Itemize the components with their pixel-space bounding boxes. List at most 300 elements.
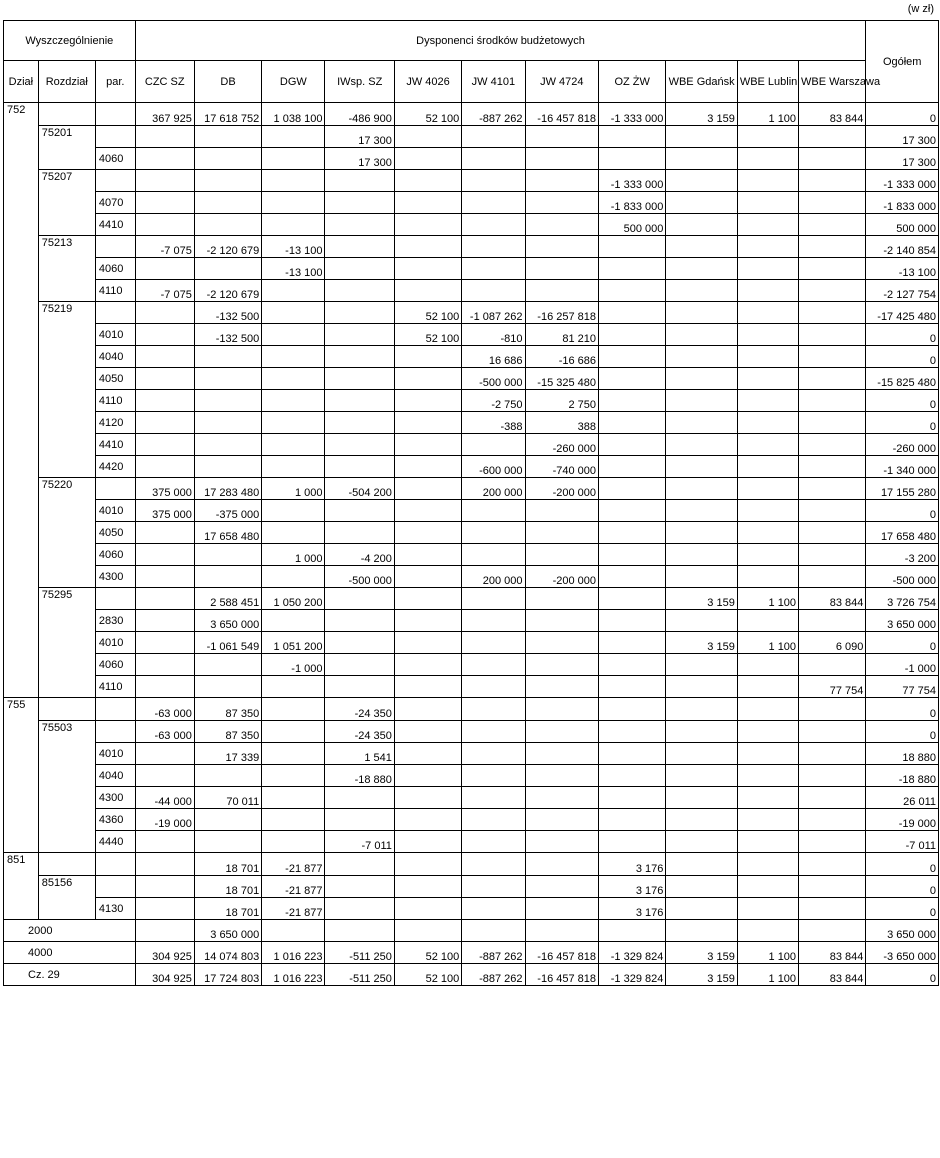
value-cell — [462, 743, 525, 765]
value-cell: 1 050 200 — [262, 588, 325, 610]
table-row — [4, 500, 939, 522]
value-cell — [737, 721, 798, 743]
table-row — [4, 853, 939, 876]
value-cell — [394, 698, 461, 721]
value-cell — [325, 324, 394, 346]
value-cell — [666, 170, 737, 192]
value-cell — [394, 148, 461, 170]
summary-row — [4, 964, 939, 986]
value-cell — [194, 434, 261, 456]
value-cell: 1 000 — [262, 478, 325, 500]
value-cell — [525, 214, 598, 236]
value-cell — [737, 302, 798, 324]
value-cell — [666, 654, 737, 676]
value-cell: -63 000 — [135, 721, 194, 743]
value-cell — [599, 302, 666, 324]
value-cell — [525, 831, 598, 853]
value-cell — [394, 390, 461, 412]
value-cell: 52 100 — [394, 324, 461, 346]
value-cell — [462, 632, 525, 654]
total-header: Ogółem — [866, 21, 939, 103]
value-cell: -2 750 — [462, 390, 525, 412]
value-cell — [325, 390, 394, 412]
value-cell — [599, 698, 666, 721]
value-cell: 83 844 — [799, 103, 866, 126]
dysponenci-header: Dysponenci środków budżetowych — [135, 21, 866, 61]
value-cell — [262, 368, 325, 390]
table-row — [4, 898, 939, 920]
value-cell — [262, 698, 325, 721]
value-cell — [666, 787, 737, 809]
rozdzial-cell: 75201 — [38, 126, 95, 170]
value-cell: 17 300 — [325, 126, 394, 148]
rozdzial-cell — [38, 853, 95, 876]
value-cell — [799, 368, 866, 390]
value-cell — [799, 831, 866, 853]
total-cell: 0 — [866, 390, 939, 412]
total-cell: -3 200 — [866, 544, 939, 566]
value-cell: -2 120 679 — [194, 280, 261, 302]
value-cell — [135, 765, 194, 787]
value-cell: 83 844 — [799, 588, 866, 610]
value-cell — [666, 853, 737, 876]
total-cell: 500 000 — [866, 214, 939, 236]
value-cell: 3 176 — [599, 898, 666, 920]
value-cell — [799, 126, 866, 148]
value-cell — [262, 765, 325, 787]
value-cell — [737, 324, 798, 346]
value-cell — [666, 192, 737, 214]
total-cell: 0 — [866, 876, 939, 898]
table-row — [4, 610, 939, 632]
value-cell: -16 257 818 — [525, 302, 598, 324]
value-cell — [525, 698, 598, 721]
value-cell — [325, 654, 394, 676]
value-cell — [799, 478, 866, 500]
value-cell — [135, 258, 194, 280]
value-cell — [525, 876, 598, 898]
value-cell: 52 100 — [394, 103, 461, 126]
value-cell: 17 618 752 — [194, 103, 261, 126]
value-cell: 87 350 — [194, 721, 261, 743]
value-cell: -132 500 — [194, 324, 261, 346]
par-cell — [95, 876, 135, 898]
value-cell — [325, 412, 394, 434]
table-row — [4, 876, 939, 898]
rozdzial-cell: 75213 — [38, 236, 95, 302]
table-row — [4, 588, 939, 610]
value-cell: -1 833 000 — [599, 192, 666, 214]
value-cell — [394, 500, 461, 522]
summary-value-cell: 304 925 — [135, 942, 194, 964]
total-cell: -1 333 000 — [866, 170, 939, 192]
value-cell — [325, 368, 394, 390]
total-cell: 0 — [866, 324, 939, 346]
value-cell — [737, 676, 798, 698]
summary-row — [4, 920, 939, 942]
dzial-cell: 851 — [4, 853, 39, 920]
value-cell — [666, 258, 737, 280]
total-cell: -2 127 754 — [866, 280, 939, 302]
total-cell: -260 000 — [866, 434, 939, 456]
value-cell — [666, 126, 737, 148]
table-row — [4, 544, 939, 566]
value-cell — [599, 478, 666, 500]
value-cell — [325, 610, 394, 632]
value-cell — [462, 544, 525, 566]
par-cell: 4300 — [95, 566, 135, 588]
value-cell — [194, 412, 261, 434]
value-cell — [666, 676, 737, 698]
value-cell — [525, 522, 598, 544]
value-cell — [194, 765, 261, 787]
total-cell: -15 825 480 — [866, 368, 939, 390]
value-cell: 70 011 — [194, 787, 261, 809]
value-cell — [325, 809, 394, 831]
table-row — [4, 478, 939, 500]
summary-value-cell: 3 650 000 — [194, 920, 261, 942]
value-cell — [194, 809, 261, 831]
par-cell: 4130 — [95, 898, 135, 920]
value-cell: -18 880 — [325, 765, 394, 787]
summary-value-cell: 1 016 223 — [262, 964, 325, 986]
col-header-iwsp-sz: IWsp. SZ — [325, 61, 394, 103]
value-cell — [525, 853, 598, 876]
value-cell — [799, 456, 866, 478]
value-cell — [599, 632, 666, 654]
par-cell — [95, 103, 135, 126]
value-cell — [799, 522, 866, 544]
value-cell: -16 686 — [525, 346, 598, 368]
value-cell: 1 100 — [737, 588, 798, 610]
par-cell: 4360 — [95, 809, 135, 831]
par-cell: 4070 — [95, 192, 135, 214]
value-cell — [799, 346, 866, 368]
summary-value-cell — [737, 920, 798, 942]
value-cell — [525, 258, 598, 280]
summary-value-cell: -887 262 — [462, 964, 525, 986]
summary-total-cell: 0 — [866, 964, 939, 986]
summary-value-cell — [462, 920, 525, 942]
value-cell — [737, 566, 798, 588]
value-cell — [599, 721, 666, 743]
value-cell — [462, 831, 525, 853]
value-cell — [394, 412, 461, 434]
table-row — [4, 302, 939, 324]
value-cell — [799, 302, 866, 324]
value-cell — [799, 787, 866, 809]
value-cell: 1 038 100 — [262, 103, 325, 126]
value-cell — [599, 566, 666, 588]
value-cell — [799, 236, 866, 258]
value-cell: 1 051 200 — [262, 632, 325, 654]
par-cell: 4110 — [95, 390, 135, 412]
value-cell — [666, 390, 737, 412]
value-cell — [262, 390, 325, 412]
value-cell: 81 210 — [525, 324, 598, 346]
value-cell — [799, 610, 866, 632]
value-cell — [599, 368, 666, 390]
value-cell — [262, 831, 325, 853]
par-cell: 4060 — [95, 654, 135, 676]
value-cell — [737, 610, 798, 632]
value-cell: -500 000 — [325, 566, 394, 588]
value-cell — [737, 787, 798, 809]
value-cell — [737, 214, 798, 236]
value-cell — [737, 654, 798, 676]
value-cell — [666, 566, 737, 588]
value-cell: -2 120 679 — [194, 236, 261, 258]
value-cell — [599, 809, 666, 831]
total-cell: 0 — [866, 500, 939, 522]
value-cell — [799, 324, 866, 346]
par-cell — [95, 478, 135, 500]
value-cell — [394, 787, 461, 809]
table-row — [4, 721, 939, 743]
table-row — [4, 346, 939, 368]
value-cell — [599, 765, 666, 787]
table-row — [4, 654, 939, 676]
par-cell: 4300 — [95, 787, 135, 809]
value-cell — [462, 522, 525, 544]
value-cell — [666, 698, 737, 721]
value-cell — [599, 412, 666, 434]
total-cell: 17 155 280 — [866, 478, 939, 500]
value-cell: 375 000 — [135, 478, 194, 500]
summary-label: Cz. 29 — [4, 964, 136, 986]
table-row — [4, 324, 939, 346]
total-cell: 0 — [866, 412, 939, 434]
value-cell — [394, 588, 461, 610]
value-cell — [262, 412, 325, 434]
table-row — [4, 192, 939, 214]
value-cell — [599, 148, 666, 170]
value-cell — [462, 610, 525, 632]
par-cell: 2830 — [95, 610, 135, 632]
par-cell: 4010 — [95, 632, 135, 654]
summary-row — [4, 942, 939, 964]
value-cell — [666, 610, 737, 632]
value-cell — [799, 721, 866, 743]
value-cell: -21 877 — [262, 898, 325, 920]
rozdzial-cell: 85156 — [38, 876, 95, 920]
value-cell — [799, 809, 866, 831]
summary-value-cell: -887 262 — [462, 942, 525, 964]
value-cell: -504 200 — [325, 478, 394, 500]
value-cell — [462, 214, 525, 236]
value-cell — [599, 676, 666, 698]
value-cell — [462, 500, 525, 522]
value-cell — [135, 324, 194, 346]
value-cell: 18 701 — [194, 876, 261, 898]
par-cell: 4010 — [95, 500, 135, 522]
summary-value-cell: 14 074 803 — [194, 942, 261, 964]
value-cell — [799, 853, 866, 876]
value-cell — [462, 787, 525, 809]
value-cell — [737, 500, 798, 522]
total-cell: 0 — [866, 721, 939, 743]
table-row — [4, 765, 939, 787]
value-cell — [666, 478, 737, 500]
value-cell — [462, 588, 525, 610]
table-row — [4, 390, 939, 412]
value-cell — [737, 876, 798, 898]
table-row — [4, 743, 939, 765]
summary-value-cell: 17 724 803 — [194, 964, 261, 986]
value-cell: -1 000 — [262, 654, 325, 676]
value-cell — [737, 853, 798, 876]
value-cell — [799, 566, 866, 588]
value-cell — [799, 434, 866, 456]
total-cell: 17 300 — [866, 126, 939, 148]
summary-value-cell — [599, 920, 666, 942]
value-cell — [666, 368, 737, 390]
unit-note: (w zł) — [907, 3, 934, 15]
value-cell — [194, 676, 261, 698]
value-cell — [666, 412, 737, 434]
value-cell — [737, 522, 798, 544]
value-cell — [262, 148, 325, 170]
value-cell — [135, 214, 194, 236]
table-row — [4, 632, 939, 654]
value-cell — [525, 148, 598, 170]
value-cell — [737, 170, 798, 192]
value-cell — [737, 368, 798, 390]
value-cell — [525, 280, 598, 302]
total-cell: 0 — [866, 853, 939, 876]
value-cell — [666, 898, 737, 920]
rozdzial-cell — [38, 103, 95, 126]
par-cell: 4040 — [95, 765, 135, 787]
summary-value-cell — [666, 920, 737, 942]
value-cell: 3 176 — [599, 853, 666, 876]
value-cell — [799, 743, 866, 765]
total-cell: -7 011 — [866, 831, 939, 853]
value-cell — [135, 192, 194, 214]
value-cell — [394, 258, 461, 280]
value-cell — [194, 566, 261, 588]
col-header-dzial: Dział — [4, 61, 39, 103]
value-cell — [135, 566, 194, 588]
total-cell: 77 754 — [866, 676, 939, 698]
value-cell: -4 200 — [325, 544, 394, 566]
value-cell: -19 000 — [135, 809, 194, 831]
total-cell: 0 — [866, 898, 939, 920]
total-cell: -2 140 854 — [866, 236, 939, 258]
value-cell — [394, 192, 461, 214]
col-header-jw-4101: JW 4101 — [462, 61, 525, 103]
value-cell — [737, 280, 798, 302]
value-cell — [666, 522, 737, 544]
value-cell — [599, 588, 666, 610]
value-cell — [599, 654, 666, 676]
value-cell — [135, 302, 194, 324]
value-cell — [394, 456, 461, 478]
value-cell — [599, 390, 666, 412]
value-cell: -1 061 549 — [194, 632, 261, 654]
value-cell — [599, 346, 666, 368]
value-cell: 1 541 — [325, 743, 394, 765]
value-cell — [525, 192, 598, 214]
value-cell — [737, 898, 798, 920]
value-cell — [799, 170, 866, 192]
rozdzial-cell: 75219 — [38, 302, 95, 478]
par-cell: 4420 — [95, 456, 135, 478]
value-cell — [599, 544, 666, 566]
value-cell: 200 000 — [462, 478, 525, 500]
value-cell — [666, 280, 737, 302]
table-row — [4, 103, 939, 126]
value-cell — [462, 148, 525, 170]
value-cell: 1 100 — [737, 103, 798, 126]
value-cell — [394, 478, 461, 500]
value-cell: -63 000 — [135, 698, 194, 721]
value-cell — [394, 522, 461, 544]
total-cell: 18 880 — [866, 743, 939, 765]
value-cell — [325, 500, 394, 522]
value-cell: -132 500 — [194, 302, 261, 324]
value-cell — [599, 456, 666, 478]
value-cell — [462, 192, 525, 214]
value-cell — [194, 214, 261, 236]
value-cell — [666, 148, 737, 170]
value-cell — [525, 809, 598, 831]
value-cell — [135, 126, 194, 148]
value-cell — [325, 236, 394, 258]
value-cell — [666, 324, 737, 346]
summary-value-cell — [394, 920, 461, 942]
value-cell: -13 100 — [262, 258, 325, 280]
value-cell — [394, 126, 461, 148]
value-cell — [135, 898, 194, 920]
value-cell — [262, 126, 325, 148]
table-row — [4, 456, 939, 478]
rozdzial-cell: 75503 — [38, 721, 95, 853]
summary-value-cell — [525, 920, 598, 942]
value-cell: 1 000 — [262, 544, 325, 566]
value-cell — [599, 500, 666, 522]
value-cell — [799, 765, 866, 787]
value-cell — [666, 721, 737, 743]
value-cell — [525, 765, 598, 787]
value-cell — [666, 544, 737, 566]
value-cell — [194, 258, 261, 280]
value-cell: 2 750 — [525, 390, 598, 412]
table-row — [4, 280, 939, 302]
value-cell — [394, 170, 461, 192]
summary-value-cell — [799, 920, 866, 942]
total-cell: 26 011 — [866, 787, 939, 809]
value-cell — [325, 632, 394, 654]
par-cell: 4040 — [95, 346, 135, 368]
value-cell — [737, 478, 798, 500]
summary-value-cell: -16 457 818 — [525, 964, 598, 986]
value-cell — [599, 434, 666, 456]
value-cell — [194, 170, 261, 192]
value-cell — [394, 346, 461, 368]
value-cell — [135, 876, 194, 898]
col-header-jw-4026: JW 4026 — [394, 61, 461, 103]
summary-value-cell: -1 329 824 — [599, 942, 666, 964]
table-row — [4, 522, 939, 544]
value-cell — [325, 676, 394, 698]
value-cell — [799, 544, 866, 566]
value-cell — [599, 280, 666, 302]
value-cell — [394, 214, 461, 236]
value-cell: 3 159 — [666, 588, 737, 610]
value-cell — [194, 148, 261, 170]
value-cell: -887 262 — [462, 103, 525, 126]
